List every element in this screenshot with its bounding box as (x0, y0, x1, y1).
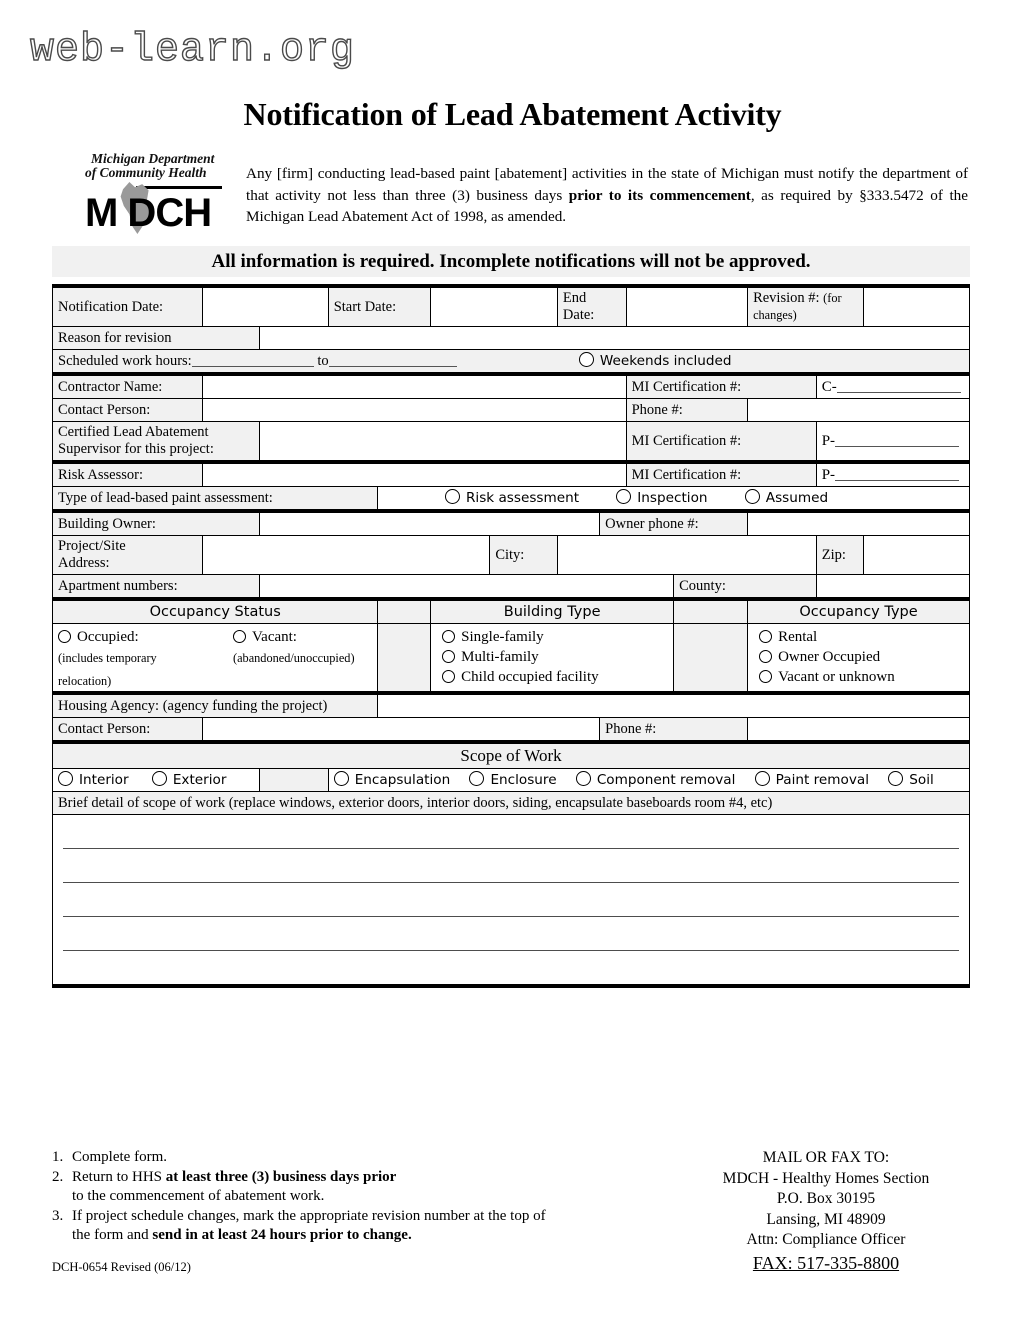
risk-assessor-cert-input[interactable] (835, 467, 959, 481)
housing-agency-label: Housing Agency: (agency funding the project) (53, 693, 378, 718)
instruction-item-2 (52, 1168, 652, 1188)
occupancy-type-options (748, 624, 970, 694)
contractor-cert-input[interactable] (837, 379, 961, 393)
occupancy-occupied-label: Occupied: (77, 629, 139, 645)
occupancy-type-option-vacant-unknown[interactable] (753, 667, 964, 687)
scope-option-paint-removal[interactable] (755, 771, 869, 788)
instruction-text-1 (72, 1148, 652, 1168)
assessment-inspection-radio[interactable] (616, 489, 631, 504)
supervisor-cert-label: MI Certification #: (626, 422, 816, 463)
contractor-contact-label: Contact Person: (53, 399, 203, 422)
occupancy-vacant-radio[interactable] (233, 630, 246, 643)
row-risk-assessor (53, 462, 970, 487)
instruction-text-2-pre: Return to HHS (72, 1168, 166, 1185)
agency-contact-input[interactable] (203, 718, 600, 743)
occupancy-status-options (53, 624, 378, 694)
assessment-option-assumed[interactable] (745, 489, 828, 506)
intro-paragraph (246, 163, 968, 228)
brief-detail-label: Brief detail of scope of work (replace windows, exterior doors, interior doors, siding, encapsulate baseboards room #4, etc) (53, 792, 970, 815)
instruction-item-1 (52, 1148, 652, 1168)
occupancy-occupied-radio[interactable] (58, 630, 71, 643)
risk-assessor-label: Risk Assessor: (53, 462, 203, 487)
building-type-option-single-family[interactable] (436, 627, 668, 647)
revision-number-label-sub: (for changes) (753, 291, 842, 322)
instruction-number-3: 3. (52, 1207, 64, 1224)
instruction-text-3b-bold: send in at least 24 hours prior to change. (152, 1227, 412, 1243)
occupancy-type-rental-label: Rental (778, 628, 818, 645)
work-hours-cell (53, 350, 970, 375)
occupancy-type-rental-radio[interactable] (759, 630, 772, 643)
logo-line-2: of Community Health (85, 165, 207, 180)
zip-label: Zip: (816, 536, 864, 575)
scope-option-enclosure[interactable] (469, 771, 556, 788)
contractor-cert-label: MI Certification #: (626, 374, 816, 399)
city-input[interactable] (557, 536, 816, 575)
detail-line-5[interactable] (63, 951, 959, 984)
assessment-inspection-label: Inspection (637, 490, 708, 506)
building-type-single-family-label: Single-family (461, 628, 544, 645)
instruction-text-3b-pre: the form and (72, 1227, 153, 1243)
apartment-numbers-input[interactable] (260, 575, 674, 600)
supervisor-cert-cell (816, 422, 969, 463)
building-type-single-family-radio[interactable] (442, 630, 455, 643)
supervisor-label (53, 422, 260, 463)
revision-number-label-main: Revision #: (753, 290, 820, 306)
county-label: County: (674, 575, 817, 600)
weekends-included-label: Weekends included (599, 353, 732, 369)
scope-paint-removal-label: Paint removal (775, 772, 869, 788)
mail-fax-block (652, 1148, 970, 1277)
instruction-text-1-pre: Complete form. (72, 1149, 167, 1165)
detail-line-2[interactable] (63, 849, 959, 883)
notification-form-table (52, 284, 970, 988)
contractor-phone-input[interactable] (748, 399, 970, 422)
required-banner: All information is required. Incomplete notifications will not be approved. (52, 246, 970, 277)
spacer-cell-3 (378, 624, 431, 694)
occupancy-type-owner-occupied-label: Owner Occupied (778, 648, 881, 665)
row-group-headers (53, 599, 970, 624)
logo-mark (85, 186, 225, 234)
supervisor-input[interactable] (260, 422, 627, 463)
zip-input[interactable] (864, 536, 970, 575)
scope-exterior-radio[interactable] (152, 771, 167, 786)
logo-line-1: Michigan Department (91, 151, 215, 166)
agency-phone-label: Phone #: (600, 718, 748, 743)
instruction-number-2b (52, 1187, 72, 1207)
scope-enclosure-label: Enclosure (490, 772, 557, 788)
start-date-label: Start Date: (328, 286, 430, 327)
scope-soil-label: Soil (909, 772, 934, 788)
intro-text-part1: Any [firm] conducting lead-based paint [abatement] activities in the state of Michigan must notify the department of that activity not less than three (3) business days (246, 165, 968, 204)
row-contractor-name (53, 374, 970, 399)
supervisor-label-line1: Certified Lead Abatement (58, 424, 209, 440)
instruction-number-2: 2. (52, 1168, 64, 1185)
risk-assessor-cert-label: MI Certification #: (626, 462, 816, 487)
building-type-multi-family-label: Multi-family (461, 648, 539, 665)
assessment-risk-label: Risk assessment (465, 490, 580, 506)
site-address-label-line2: Address: (58, 555, 110, 571)
notification-date-label: Notification Date: (53, 286, 203, 327)
scope-enclosure-radio[interactable] (469, 771, 484, 786)
row-apartment-county (53, 575, 970, 600)
reason-for-revision-input[interactable] (260, 327, 970, 350)
risk-assessor-input[interactable] (203, 462, 627, 487)
scope-soil-radio[interactable] (888, 771, 903, 786)
supervisor-label-line2: Supervisor for this project: (58, 441, 214, 457)
row-group-options (53, 624, 970, 694)
agency-phone-input[interactable] (748, 718, 970, 743)
end-date-label: End Date: (557, 286, 626, 327)
building-owner-input[interactable] (260, 511, 600, 536)
occupancy-vacant-option[interactable] (233, 629, 355, 646)
instruction-text-2-bold: at least three (3) business days prior (165, 1168, 397, 1185)
detail-line-3[interactable] (63, 883, 959, 917)
footer (52, 1148, 970, 1277)
occupancy-occupied-sub1: (includes temporary (58, 651, 157, 665)
row-reason-for-revision (53, 327, 970, 350)
mail-line-4: Attn: Compliance Officer (746, 1231, 906, 1248)
city-label: City: (490, 536, 558, 575)
scope-option-encapsulation[interactable] (334, 771, 450, 788)
contractor-phone-label: Phone #: (626, 399, 747, 422)
supervisor-cert-prefix: P- (821, 432, 836, 449)
instruction-text-3b (72, 1226, 652, 1246)
contractor-name-input[interactable] (203, 374, 627, 399)
site-address-label-line1: Project/Site (58, 538, 126, 554)
row-building-owner (53, 511, 970, 536)
county-input[interactable] (816, 575, 969, 600)
notification-date-input[interactable] (203, 286, 329, 327)
occupancy-type-header: Occupancy Type (748, 599, 970, 624)
building-type-multi-family-radio[interactable] (442, 650, 455, 663)
site-watermark: web-learn.org (30, 28, 356, 73)
instruction-text-3-pre: If project schedule changes, mark the appropriate revision number at the top of (72, 1207, 546, 1224)
spacer-cell-4 (674, 624, 748, 694)
detail-line-1[interactable] (63, 815, 959, 849)
scope-encapsulation-radio[interactable] (334, 771, 349, 786)
spacer-cell-1 (378, 599, 431, 624)
intro-text-bold: prior to its commencement (568, 186, 751, 204)
assessment-assumed-label: Assumed (765, 490, 829, 506)
spacer-cell-5 (260, 769, 329, 792)
instructions-list (52, 1148, 652, 1277)
detail-line-4[interactable] (63, 917, 959, 951)
instruction-number-1: 1. (52, 1149, 64, 1165)
scope-paint-removal-radio[interactable] (755, 771, 770, 786)
occupancy-type-vacant-unknown-radio[interactable] (759, 670, 772, 683)
contractor-name-label: Contractor Name: (53, 374, 203, 399)
scope-component-removal-label: Component removal (596, 772, 736, 788)
occupancy-vacant-sub: (abandoned/unoccupied) (233, 651, 355, 665)
contractor-contact-input[interactable] (203, 399, 627, 422)
revision-number-input[interactable] (864, 286, 970, 327)
mail-line-1: MDCH - Healthy Homes Section (722, 1169, 930, 1187)
row-assessment-type (53, 487, 970, 512)
row-agency-contact (53, 718, 970, 743)
scope-option-soil[interactable] (888, 771, 934, 788)
assessment-risk-radio[interactable] (445, 489, 460, 504)
reason-for-revision-label: Reason for revision (53, 327, 260, 350)
scope-interior-label: Interior (79, 772, 129, 788)
scope-interior-exterior-cell (53, 769, 260, 792)
risk-assessor-cert-cell (816, 462, 969, 487)
scope-component-removal-radio[interactable] (576, 771, 591, 786)
mail-line-3: Lansing, MI 48909 (766, 1210, 886, 1228)
start-date-input[interactable] (431, 286, 558, 327)
row-supervisor (53, 422, 970, 463)
building-type-header: Building Type (431, 599, 674, 624)
intro-text-part2: , as required by §333.5472 of the Michigan Lead Abatement Act of 1998, as amended. (246, 186, 968, 225)
risk-assessor-cert-prefix: P- (821, 466, 836, 483)
end-date-input[interactable] (626, 286, 747, 327)
form-code: DCH-0654 Revised (06/12) (52, 1259, 191, 1274)
building-type-option-child-occupied[interactable] (436, 667, 668, 687)
owner-phone-input[interactable] (748, 511, 970, 536)
work-hours-label: Scheduled work hours: (58, 353, 192, 369)
agency-contact-label: Contact Person: (53, 718, 203, 743)
assessment-option-inspection[interactable] (616, 489, 707, 506)
scope-option-component-removal[interactable] (576, 771, 736, 788)
assessment-type-options (378, 487, 970, 512)
row-dates (53, 286, 970, 327)
assessment-option-risk[interactable] (445, 489, 579, 506)
instruction-text-2 (72, 1168, 652, 1188)
instruction-item-3b (52, 1226, 652, 1246)
work-hours-from-input[interactable] (192, 353, 314, 367)
scope-option-exterior[interactable] (152, 771, 227, 788)
brief-detail-textarea[interactable] (53, 815, 970, 987)
apartment-numbers-label: Apartment numbers: (53, 575, 260, 600)
spacer-cell-2 (674, 599, 748, 624)
building-type-options (431, 624, 674, 694)
occupancy-type-owner-occupied-radio[interactable] (759, 650, 772, 663)
housing-agency-input[interactable] (378, 693, 970, 718)
weekends-included-radio[interactable] (579, 352, 594, 367)
instruction-item-3 (52, 1207, 652, 1227)
work-hours-to-word: to (317, 353, 329, 369)
scope-interior-radio[interactable] (58, 771, 73, 786)
work-hours-to-input[interactable] (329, 353, 457, 367)
row-detail-lines (53, 815, 970, 987)
site-address-label (53, 536, 203, 575)
row-brief-detail-label (53, 792, 970, 815)
owner-phone-label: Owner phone #: (600, 511, 748, 536)
row-contractor-contact (53, 399, 970, 422)
scope-exterior-label: Exterior (172, 772, 227, 788)
row-scope-header (53, 742, 970, 769)
mdch-logo (83, 152, 226, 234)
instruction-item-2b (52, 1187, 652, 1207)
building-owner-label: Building Owner: (53, 511, 260, 536)
row-scope-options (53, 769, 970, 792)
mail-line-2: P.O. Box 30195 (776, 1190, 876, 1207)
occupancy-vacant-label: Vacant: (252, 629, 297, 645)
occupancy-type-vacant-unknown-label: Vacant or unknown (778, 668, 895, 685)
row-housing-agency (53, 693, 970, 718)
assessment-assumed-radio[interactable] (745, 489, 760, 504)
row-site-address (53, 536, 970, 575)
fax-number: FAX: 517-335-8800 (752, 1252, 900, 1273)
building-type-option-multi-family[interactable] (436, 647, 668, 667)
scope-option-interior[interactable] (58, 771, 129, 788)
instruction-number-3b (52, 1226, 72, 1246)
mail-title: MAIL OR FAX TO: (762, 1149, 890, 1166)
building-type-child-occupied-radio[interactable] (442, 670, 455, 683)
assessment-type-label: Type of lead-based paint assessment: (53, 487, 378, 512)
scope-of-work-header: Scope of Work (53, 742, 970, 769)
instruction-text-2b-pre: to the commencement of abatement work. (72, 1188, 325, 1204)
revision-number-label (748, 286, 864, 327)
contractor-cert-cell (816, 374, 969, 399)
occupancy-occupied-sub2: relocation) (58, 674, 112, 688)
page-title: Notification of Lead Abatement Activity (243, 96, 782, 132)
contractor-cert-prefix: C- (821, 378, 837, 395)
occupancy-type-option-owner-occupied[interactable] (753, 647, 964, 667)
supervisor-cert-input[interactable] (835, 433, 959, 447)
building-type-child-occupied-label: Child occupied facility (461, 668, 599, 685)
logo-acronym: M DCH (85, 191, 212, 235)
scope-encapsulation-label: Encapsulation (354, 772, 451, 788)
occupancy-type-option-rental[interactable] (753, 627, 964, 647)
row-work-hours (53, 350, 970, 375)
scope-methods-cell (328, 769, 969, 792)
occupancy-occupied-option[interactable] (58, 629, 233, 646)
instruction-text-2b (72, 1187, 652, 1207)
occupancy-status-header: Occupancy Status (53, 599, 378, 624)
site-address-input[interactable] (203, 536, 490, 575)
instruction-text-3 (72, 1207, 652, 1227)
